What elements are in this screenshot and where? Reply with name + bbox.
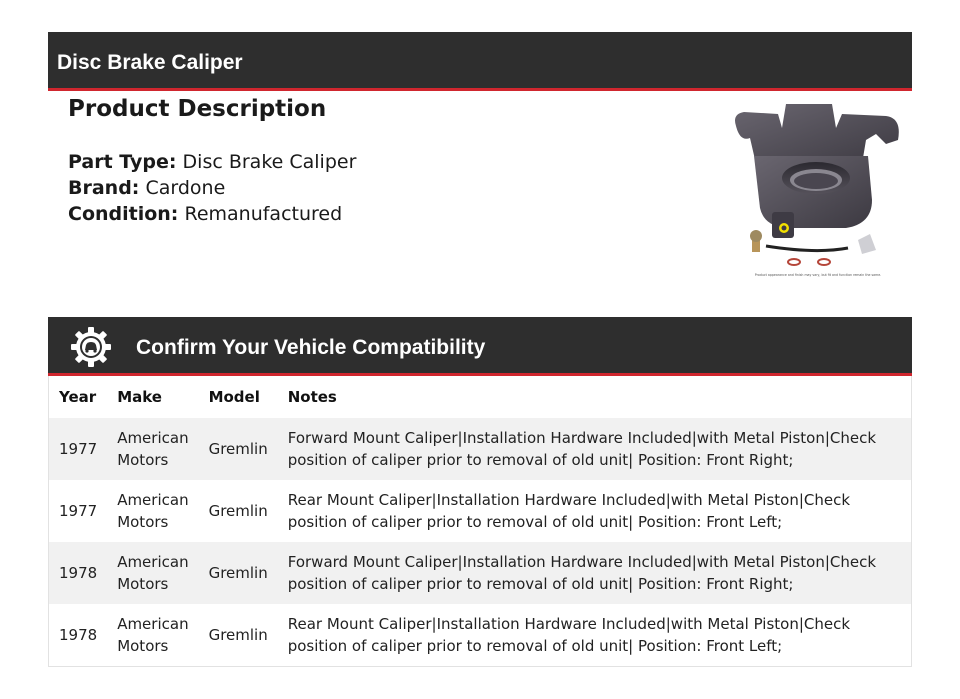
table-row: [49, 480, 911, 542]
product-image-caption: Product appearance and finish may vary, but fit and function remain the same.: [754, 273, 882, 277]
table-header-row: [49, 376, 911, 418]
condition-row: [68, 203, 342, 225]
cell-year: 1977: [59, 502, 98, 520]
product-image: [726, 104, 910, 280]
cell-make: American Motors: [107, 418, 198, 480]
part-type-label: Part Type:: [68, 151, 177, 173]
cell-model: Gremlin: [199, 418, 278, 480]
column-header-make: Make: [117, 388, 162, 406]
compatibility-bar: [48, 317, 912, 376]
column-header-notes: Notes: [287, 388, 337, 406]
cell-year: 1978: [59, 626, 98, 644]
product-title-bar: [48, 32, 912, 91]
cell-notes: Forward Mount Caliper|Installation Hardware Included|with Metal Piston|Check position of caliper prior to removal of old unit| Position: Front Right;: [278, 542, 911, 604]
cell-notes: Rear Mount Caliper|Installation Hardware Included|with Metal Piston|Check position of caliper prior to removal of old unit| Position: Front Left;: [287, 491, 851, 531]
brand-label: Brand:: [68, 177, 140, 199]
table-row: [49, 418, 911, 480]
brand-value: Cardone: [145, 177, 226, 199]
cell-model: Gremlin: [208, 502, 268, 520]
cell-model: Gremlin: [199, 542, 278, 604]
compatibility-table: [48, 376, 912, 667]
cell-year: 1978: [49, 542, 107, 604]
compatibility-title: Confirm Your Vehicle Compatibility: [136, 336, 486, 359]
part-type-value: Disc Brake Caliper: [182, 151, 357, 173]
table-row: [49, 604, 911, 666]
cell-model: Gremlin: [208, 626, 268, 644]
column-header-year: Year: [59, 388, 97, 406]
gear-car-icon: [70, 326, 112, 368]
cell-make: American Motors: [117, 615, 189, 655]
brand-row: [68, 177, 225, 199]
cell-year: 1977: [49, 418, 107, 480]
product-description-heading: Product Description: [68, 96, 327, 122]
cell-notes: Forward Mount Caliper|Installation Hardware Included|with Metal Piston|Check position of caliper prior to removal of old unit| Position: Front Right;: [278, 418, 911, 480]
column-header-model: Model: [208, 388, 260, 406]
product-title: Disc Brake Caliper: [57, 51, 243, 74]
condition-label: Condition:: [68, 203, 179, 225]
table-row: [49, 542, 911, 604]
cell-make: American Motors: [107, 542, 198, 604]
cell-make: American Motors: [117, 491, 189, 531]
part-type-row: [68, 151, 356, 173]
condition-value: Remanufactured: [184, 203, 343, 225]
cell-notes: Rear Mount Caliper|Installation Hardware Included|with Metal Piston|Check position of caliper prior to removal of old unit| Position: Front Left;: [287, 615, 851, 655]
